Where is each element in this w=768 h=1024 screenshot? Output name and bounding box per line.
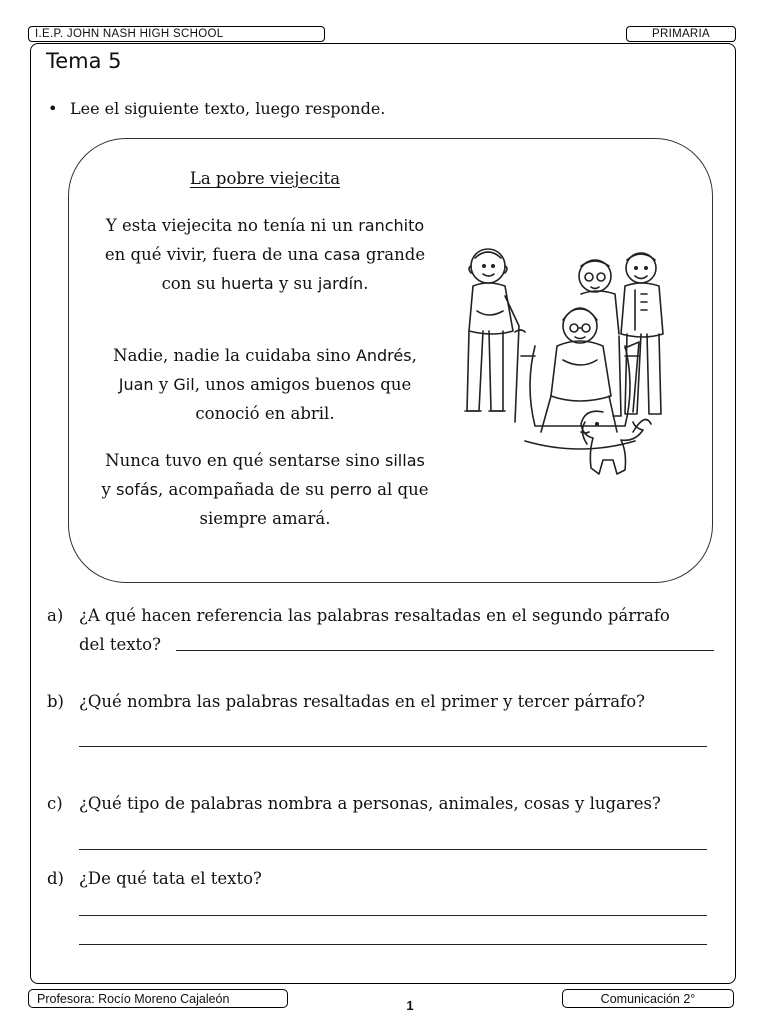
story-title: La pobre viejecita — [189, 169, 341, 188]
question-text: ¿Qué nombra las palabras resaltadas en el primer y tercer párrafo? — [79, 692, 645, 711]
question-d — [47, 864, 737, 893]
question-text-cont: del texto? — [79, 635, 161, 654]
highlighted-word: jardín — [317, 274, 364, 293]
highlighted-word: sillas — [385, 451, 425, 470]
highlighted-word: Gil — [173, 375, 195, 394]
answer-line[interactable] — [79, 915, 707, 916]
story-paragraph-2: Nadie, nadie la cuidaba sino Andrés, Juan y Gil, unos amigos buenos que conoció en abril. — [113, 346, 417, 423]
course-label: Comunicación 2° — [562, 989, 734, 1008]
question-text: ¿A qué hacen referencia las palabras resaltadas en el segundo párrafo — [79, 606, 670, 625]
dog-icon — [581, 411, 651, 474]
question-letter: d) — [47, 869, 64, 888]
question-letter: c) — [47, 794, 63, 813]
question-text: ¿Qué tipo de palabras nombra a personas, animales, cosas y lugares? — [79, 794, 661, 813]
answer-line[interactable] — [176, 650, 714, 651]
story-paragraph-3: Nunca tuvo en qué sentarse sino sillas y sofás, acompañada de su perro al que siempre amará. — [101, 451, 429, 528]
story-paragraph-1: Y esta viejecita no tenía ni un ranchito en qué vivir, fuera de una casa grande con su huerta y su jardín. — [104, 216, 426, 293]
level-label: PRIMARIA — [626, 26, 736, 42]
old-man-icon — [465, 249, 525, 422]
instruction — [48, 99, 385, 118]
school-name-label: I.E.P. JOHN NASH HIGH SCHOOL — [28, 26, 325, 42]
question-c — [47, 789, 737, 818]
page-title: Tema 5 — [46, 49, 122, 73]
answer-line[interactable] — [79, 849, 707, 850]
question-letter: b) — [47, 692, 64, 711]
teacher-label: Profesora: Rocío Moreno Cajaleón — [28, 989, 288, 1008]
highlighted-word: ranchito — [358, 216, 425, 235]
old-man-right-icon — [621, 253, 663, 414]
grandparents-illustration — [455, 236, 665, 486]
bullet-icon: • — [48, 99, 58, 118]
question-letter: a) — [47, 606, 64, 625]
question-text: ¿De qué tata el texto? — [79, 869, 262, 888]
highlighted-word: Juan — [118, 375, 154, 394]
highlighted-word: sofás — [116, 480, 159, 499]
question-b — [47, 687, 737, 716]
answer-line[interactable] — [79, 746, 707, 747]
highlighted-word: perro — [329, 480, 372, 499]
highlighted-word: casa — [323, 245, 361, 264]
instruction-text: Lee el siguiente texto, luego responde. — [70, 99, 386, 118]
highlighted-word: Andrés — [355, 346, 412, 365]
page-number: 1 — [406, 998, 414, 1013]
answer-line[interactable] — [79, 944, 707, 945]
highlighted-word: huerta — [220, 274, 274, 293]
